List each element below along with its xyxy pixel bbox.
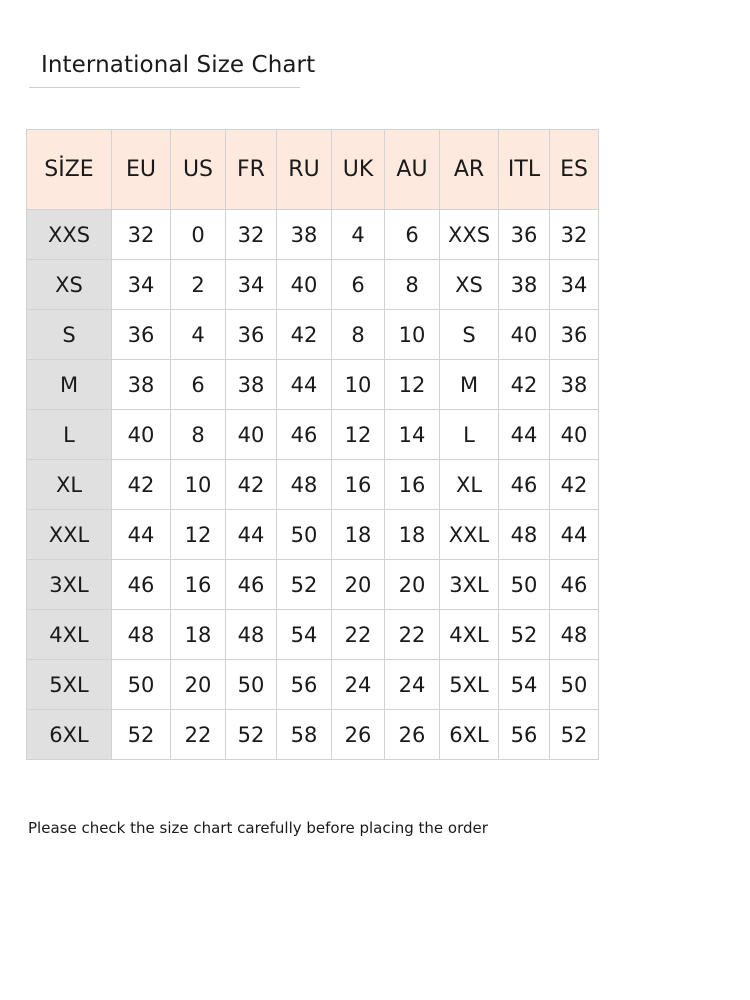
size-value-cell: 5XL: [440, 660, 499, 710]
size-value-cell: 26: [385, 710, 440, 760]
size-value-cell: 42: [277, 310, 332, 360]
size-label-cell: XXL: [27, 510, 112, 560]
size-value-cell: 36: [550, 310, 599, 360]
size-value-cell: 2: [171, 260, 226, 310]
size-value-cell: 18: [385, 510, 440, 560]
size-value-cell: 10: [332, 360, 385, 410]
size-value-cell: 14: [385, 410, 440, 460]
size-value-cell: 48: [277, 460, 332, 510]
size-chart-table: [26, 129, 599, 760]
size-value-cell: 36: [226, 310, 277, 360]
size-label-cell: M: [27, 360, 112, 410]
size-value-cell: 22: [385, 610, 440, 660]
size-value-cell: 52: [112, 710, 171, 760]
table-row: [27, 310, 599, 360]
size-value-cell: XXS: [440, 210, 499, 260]
size-value-cell: 48: [550, 610, 599, 660]
column-header: ITL: [499, 130, 550, 210]
size-value-cell: 46: [550, 560, 599, 610]
size-value-cell: 38: [550, 360, 599, 410]
size-value-cell: 42: [550, 460, 599, 510]
size-value-cell: 20: [385, 560, 440, 610]
size-value-cell: 34: [550, 260, 599, 310]
table-row: [27, 660, 599, 710]
title-underline: [29, 87, 300, 88]
size-value-cell: 24: [385, 660, 440, 710]
table-row: [27, 360, 599, 410]
size-value-cell: 40: [112, 410, 171, 460]
column-header: FR: [226, 130, 277, 210]
size-value-cell: L: [440, 410, 499, 460]
size-value-cell: 8: [332, 310, 385, 360]
size-value-cell: 32: [226, 210, 277, 260]
size-value-cell: 54: [277, 610, 332, 660]
size-value-cell: XS: [440, 260, 499, 310]
size-value-cell: 52: [550, 710, 599, 760]
size-value-cell: 16: [171, 560, 226, 610]
size-value-cell: 8: [385, 260, 440, 310]
size-value-cell: 32: [550, 210, 599, 260]
size-value-cell: 12: [332, 410, 385, 460]
size-value-cell: M: [440, 360, 499, 410]
size-value-cell: 52: [277, 560, 332, 610]
size-value-cell: XL: [440, 460, 499, 510]
size-label-cell: XXS: [27, 210, 112, 260]
size-value-cell: 38: [226, 360, 277, 410]
table-row: [27, 210, 599, 260]
size-label-cell: XS: [27, 260, 112, 310]
size-value-cell: 4: [171, 310, 226, 360]
size-value-cell: 8: [171, 410, 226, 460]
size-value-cell: 34: [112, 260, 171, 310]
size-value-cell: 56: [277, 660, 332, 710]
table-row: [27, 560, 599, 610]
size-value-cell: 48: [499, 510, 550, 560]
size-value-cell: 46: [226, 560, 277, 610]
size-value-cell: 3XL: [440, 560, 499, 610]
table-row: [27, 260, 599, 310]
size-value-cell: S: [440, 310, 499, 360]
size-value-cell: 4: [332, 210, 385, 260]
size-value-cell: 50: [226, 660, 277, 710]
size-value-cell: 6: [385, 210, 440, 260]
size-value-cell: 52: [226, 710, 277, 760]
table-row: [27, 510, 599, 560]
size-label-cell: 3XL: [27, 560, 112, 610]
column-header: AU: [385, 130, 440, 210]
size-label-cell: 6XL: [27, 710, 112, 760]
size-value-cell: 58: [277, 710, 332, 760]
size-value-cell: 6XL: [440, 710, 499, 760]
table-row: [27, 410, 599, 460]
size-value-cell: 10: [385, 310, 440, 360]
size-value-cell: 18: [171, 610, 226, 660]
size-value-cell: 50: [499, 560, 550, 610]
size-value-cell: 56: [499, 710, 550, 760]
size-value-cell: 6: [332, 260, 385, 310]
size-value-cell: 54: [499, 660, 550, 710]
size-value-cell: 44: [226, 510, 277, 560]
size-value-cell: 48: [112, 610, 171, 660]
column-header: ES: [550, 130, 599, 210]
size-value-cell: 32: [112, 210, 171, 260]
size-value-cell: 38: [499, 260, 550, 310]
size-value-cell: 44: [550, 510, 599, 560]
size-value-cell: 34: [226, 260, 277, 310]
size-label-cell: 4XL: [27, 610, 112, 660]
size-value-cell: XXL: [440, 510, 499, 560]
column-header: EU: [112, 130, 171, 210]
size-value-cell: 26: [332, 710, 385, 760]
size-value-cell: 20: [332, 560, 385, 610]
size-value-cell: 52: [499, 610, 550, 660]
size-value-cell: 44: [499, 410, 550, 460]
size-value-cell: 40: [499, 310, 550, 360]
size-value-cell: 50: [277, 510, 332, 560]
size-value-cell: 38: [277, 210, 332, 260]
size-value-cell: 48: [226, 610, 277, 660]
size-label-cell: L: [27, 410, 112, 460]
size-value-cell: 20: [171, 660, 226, 710]
table-row: [27, 460, 599, 510]
size-value-cell: 16: [332, 460, 385, 510]
page-title: International Size Chart: [41, 52, 316, 78]
column-header: AR: [440, 130, 499, 210]
size-value-cell: 42: [499, 360, 550, 410]
column-header: RU: [277, 130, 332, 210]
size-value-cell: 38: [112, 360, 171, 410]
size-value-cell: 40: [277, 260, 332, 310]
size-chart-note: Please check the size chart carefully before placing the order: [28, 819, 488, 837]
size-value-cell: 36: [499, 210, 550, 260]
size-value-cell: 42: [112, 460, 171, 510]
size-value-cell: 4XL: [440, 610, 499, 660]
column-header: US: [171, 130, 226, 210]
size-value-cell: 44: [277, 360, 332, 410]
size-value-cell: 22: [171, 710, 226, 760]
size-value-cell: 18: [332, 510, 385, 560]
size-value-cell: 50: [550, 660, 599, 710]
size-label-cell: S: [27, 310, 112, 360]
size-value-cell: 10: [171, 460, 226, 510]
size-label-cell: 5XL: [27, 660, 112, 710]
size-label-cell: XL: [27, 460, 112, 510]
size-value-cell: 40: [226, 410, 277, 460]
size-value-cell: 46: [499, 460, 550, 510]
column-header: SİZE: [27, 130, 112, 210]
table-header-row: [27, 130, 599, 210]
size-value-cell: 6: [171, 360, 226, 410]
size-value-cell: 22: [332, 610, 385, 660]
size-value-cell: 16: [385, 460, 440, 510]
size-value-cell: 0: [171, 210, 226, 260]
table-row: [27, 710, 599, 760]
size-value-cell: 40: [550, 410, 599, 460]
size-value-cell: 46: [112, 560, 171, 610]
size-value-cell: 44: [112, 510, 171, 560]
size-value-cell: 46: [277, 410, 332, 460]
size-value-cell: 12: [385, 360, 440, 410]
size-value-cell: 12: [171, 510, 226, 560]
size-value-cell: 36: [112, 310, 171, 360]
table-row: [27, 610, 599, 660]
table-body: [27, 210, 599, 760]
size-value-cell: 24: [332, 660, 385, 710]
column-header: UK: [332, 130, 385, 210]
size-value-cell: 42: [226, 460, 277, 510]
size-value-cell: 50: [112, 660, 171, 710]
